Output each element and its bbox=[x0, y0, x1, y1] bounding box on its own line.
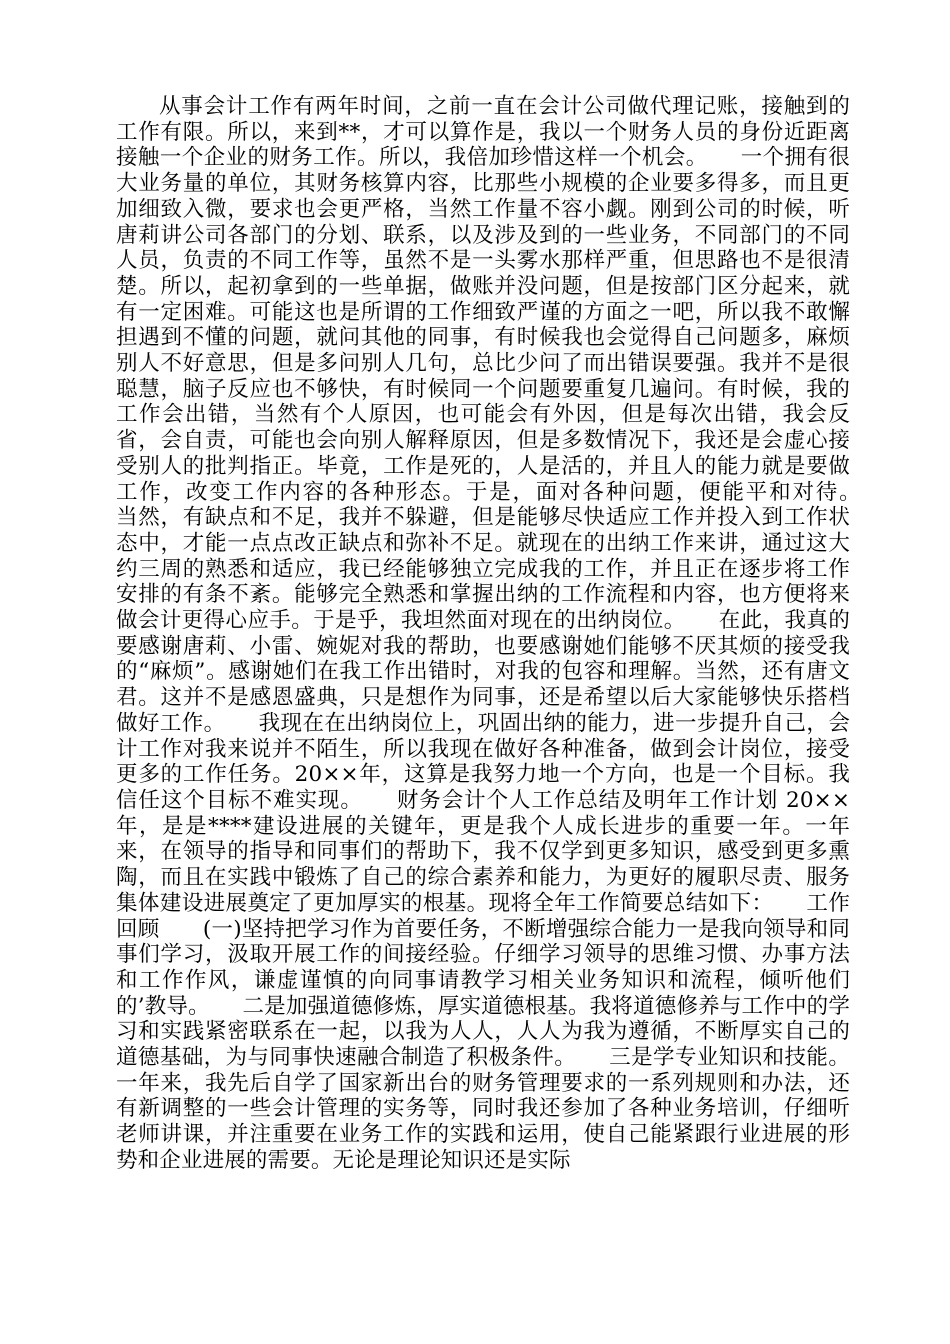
body-paragraph: 从事会计工作有两年时间，之前一直在会计公司做代理记账，接触到的工作有限。所以，来到**，才可以算作是，我以一个财务人员的身份近距离接触一个企业的财务工作。所以，我倍加珍惜这样一个机会。 一个拥有很大业务量的单位，其财务核算内容，比那些小规模的企业要多得多，而且更加细致入微，要求也会更严格，当然工作量不容小觑。刚到公司的时候，听唐莉讲公司各部门的分划、联系，以及涉及到的一些业务，不同部门的不同人员，负责的不同工作等，虽然不是一头雾水那样严重，但思路也不是很清楚。所以，起初拿到的一些单据，做账并没问题，但是按部门区分起来，就有一定困难。可能这也是所谓的工作细致严谨的方面之一吧，所以我不敢懈担遇到不懂的问题，就问其他的同事，有时候我也会觉得自己问题多，麻烦别人不好意思，但是多问别人几句，总比少问了而出错误要强。我并不是很聪慧，脑子反应也不够快，有时候同一个问题要重复几遍问。有时候，我的工作会出错，当然有个人原因，也可能会有外因，但是每次出错，我会反省，会自责，可能也会向别人解释原因，但是多数情况下，我还是会虚心接受别人的批判指正。毕竟，工作是死的，人是活的，并且人的能力就是要做工作，改变工作内容的各种形态。于是，面对各种问题，便能平和对待。 当然，有缺点和不足，我并不躲避，但是能够尽快适应工作并投入到工作状态中，才能一点点改正缺点和弥补不足。就现在的出纳工作来讲，通过这大约三周的熟悉和适应，我已经能够独立完成我的工作，并且正在逐步将工作安排的有条不紊。能够完全熟悉和掌握出纳的工作流程和内容，也方便将来做会计更得心应手。于是乎，我坦然面对现在的出纳岗位。 在此，我真的要感谢唐莉、小雷、婉妮对我的帮助，也要感谢她们能够不厌其烦的接受我的“麻烦”。感谢她们在我工作出错时，对我的包容和理解。当然，还有唐文君。这并不是感恩盛典，只是想作为同事，还是希望以后大家能够快乐搭档做好工作。 我现在在出纳岗位上，巩固出纳的能力，进一步提升自己，会计工作对我来说并不陌生，所以我现在做好各种准备，做到会计岗位，接受更多的工作任务。20××年，这算是我努力地一个方向，也是一个目标。我信任这个目标不难实现。 财务会计个人工作总结及明年工作计划 20××年，是是****建设进展的关键年，更是我个人成长进步的重要一年。一年来，在领导的指导和同事们的帮助下，我不仅学到更多知识，感受到更多熏陶，而且在实践中锻炼了自己的综合素养和能力，为更好的履职尽责、服务集体建设进展奠定了更加厚实的根基。现将全年工作简要总结如下： 工作回顾 (一)坚持把学习作为首要任务，不断增强综合能力一是我向领导和同事们学习，汲取开展工作的间接经验。仔细学习领导的思维习惯、办事方法和工作作风，谦虚谨慎的向同事请教学习相关业务知识和流程，倾听他们的’教导。 二是加强道德修炼，厚实道德根基。我将道德修养与工作中的学习和实践紧密联系在一起，以我为人人，人人为我为遵循，不断厚实自己的道德基础，为与同事快速融合制造了积极条件。 三是学专业知识和技能。一年来，我先后自学了国家新出台的财务管理要求的一系列规则和办法，还有新调整的一些会计管理的实务等，同时我还参加了各种业务培训，仔细听老师讲课，并注重要在业务工作的实践和运用，使自己能紧跟行业进展的形势和企业进展的需要。无论是理论知识还是实际 bbox=[116, 94, 894, 1173]
